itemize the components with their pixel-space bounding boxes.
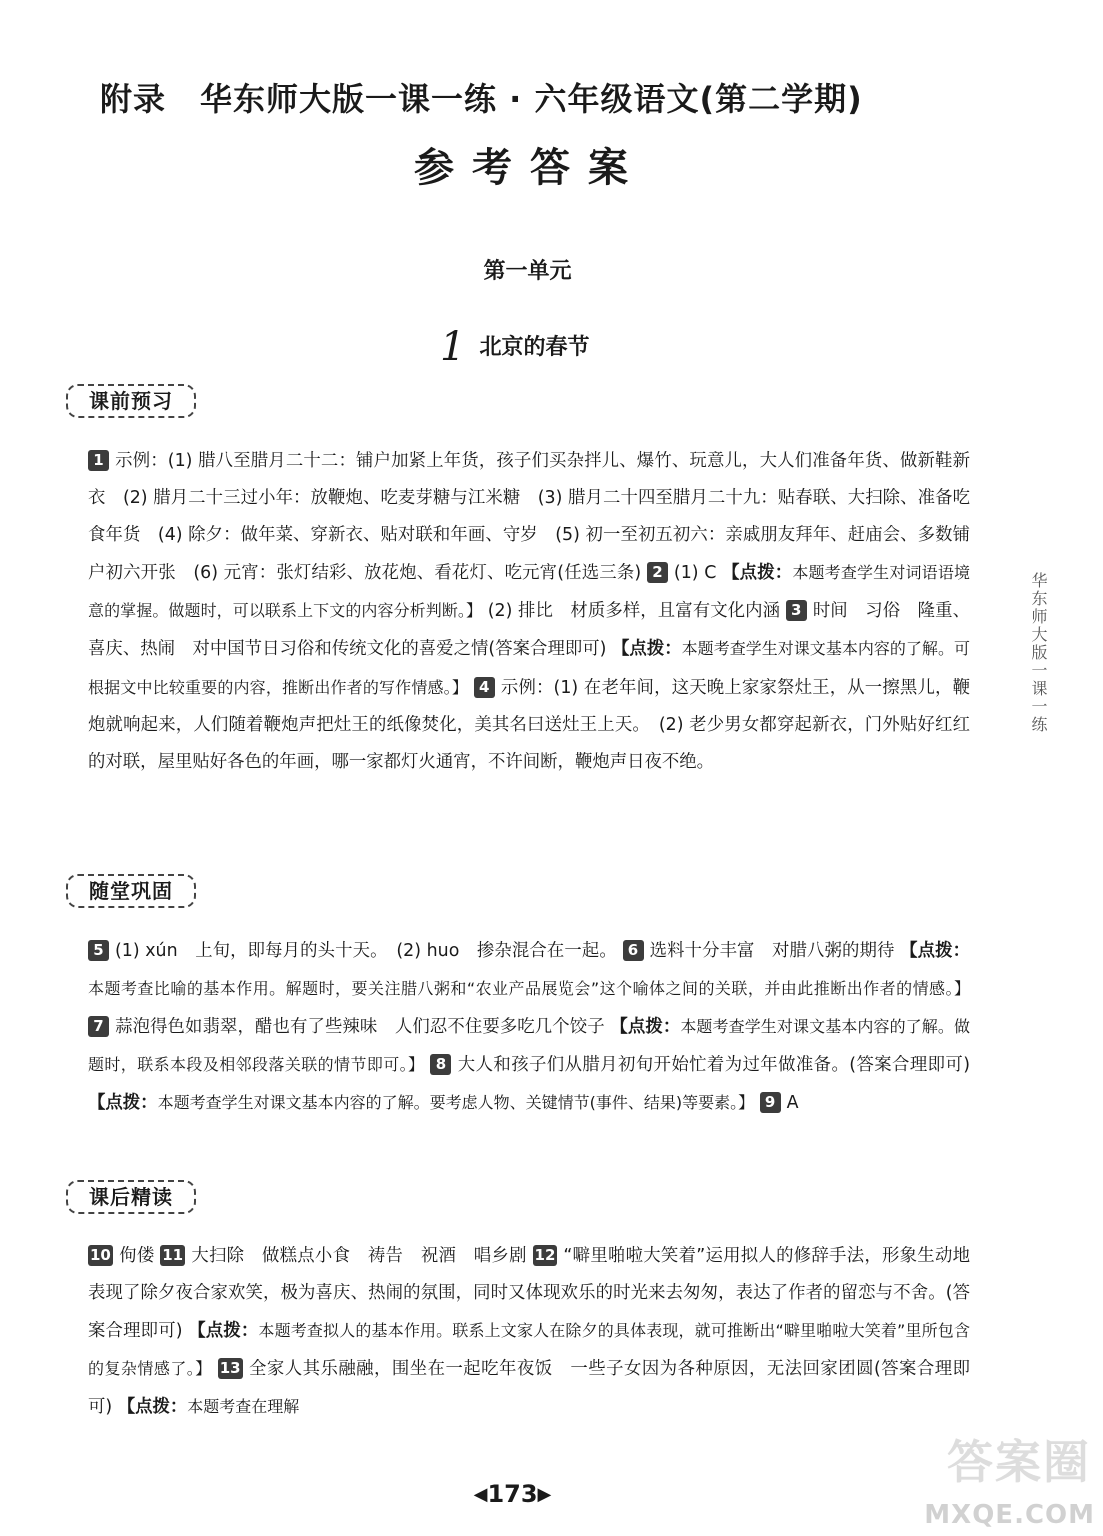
question-number: 13	[219, 1359, 241, 1378]
tip-label: 【点拨：	[900, 941, 970, 961]
answer-text: A	[786, 1093, 799, 1114]
lesson-number: 1	[440, 324, 466, 370]
tip-label: 【点拨：	[117, 1397, 188, 1418]
lesson-title	[440, 324, 589, 370]
answer-text: (1) C	[673, 563, 717, 584]
left-triangle-icon: ◀	[473, 1484, 488, 1505]
page-number-value: 173	[487, 1480, 538, 1508]
watermark	[923, 1426, 1103, 1536]
question-number: 6	[623, 940, 644, 961]
tip-text: 本题考查比喻的基本作用。解题时，要关注腊八粥和“农业产品展览会”这个喻体之间的关联，并由此推断出作者的情感。】	[88, 979, 970, 999]
tip-label: 【点拨：	[612, 639, 682, 660]
header-appendix: 附录	[100, 80, 167, 118]
answer-text: 蒜泡得色如翡翠，醋也有了些辣味 人们忍不住要多吃几个饺子	[115, 1017, 605, 1038]
right-triangle-icon: ▶	[537, 1484, 552, 1505]
answers-reading	[88, 1238, 970, 1426]
page-title: 参考答案	[414, 145, 646, 191]
question-number: 11	[162, 1246, 184, 1264]
tip-label: 【点拨：	[722, 563, 793, 584]
tip-label: 【点拨：	[188, 1321, 259, 1342]
answer-text: (2) 排比 材质多样，且富有文化内涵	[487, 601, 781, 622]
header-book-title: 华东师大版一课一练 · 六年级语文(第二学期)	[200, 80, 863, 118]
question-number: 9	[760, 1092, 781, 1113]
watermark-text: MXQE.COM	[924, 1500, 1095, 1530]
answers-preview	[88, 443, 970, 781]
tip-label: 【点拨：	[610, 1017, 681, 1038]
lesson-name: 北京的春节	[479, 335, 590, 360]
tip-text: 本题考查学生对课文基本内容的了解。要考虑人物、关键情节(事件、结果)等要素。】	[157, 1093, 755, 1113]
unit-title: 第一单元	[483, 259, 572, 284]
answer-text: (1) xún 上旬，即每月的头十天。 (2) huo 掺杂混合在一起。	[115, 941, 617, 961]
page-number	[0, 1480, 1025, 1508]
answers-practice	[88, 933, 970, 1122]
answer-text: 示例：(1) 腊八至腊月二十二：铺户加紧上年货，孩子们买杂拌儿、爆竹、玩意儿，大人们准备年货、做新鞋新衣 (2) 腊月二十三过小年：放鞭炮、吃麦芽糖与江米糖 (3) 腊月二十四至腊月二十九：贴春联、大扫除、准备吃食年货 (4) 除夕：做年菜、穿新衣、贴对联和年画、守岁 (5) 初一至初五初六：亲戚朋友拜年、赶庙会、多数铺户初六开张 (6) 元宵：张灯结彩、放花炮、看花灯、吃元宵(任选三条)	[88, 451, 970, 584]
answer-text: 时间 习俗 隆重、喜庆、热闹 对中国节日习俗和传统文化的喜爱之情(答案合理即可)	[88, 601, 971, 660]
question-number: 2	[647, 562, 668, 583]
question-number: 7	[88, 1016, 109, 1037]
tip-text: 本题考查学生对词语语境意的掌握。做题时，可以联系上下文的内容分析判断。】	[88, 563, 970, 621]
section-label-reading: 课后精读	[66, 1180, 196, 1214]
page-header	[100, 74, 1000, 118]
tip-text: 本题考查学生对课文基本内容的了解。可根据文中比较重要的内容，推断出作者的写作情感。】	[88, 639, 970, 697]
tip-label: 【点拨：	[88, 1093, 158, 1114]
tip-text: 本题考查拟人的基本作用。联系上文家人在除夕的具体表现，就可推断出“噼里啪啦大笑着”里所包含的复杂情感了。】	[88, 1321, 970, 1379]
answer-text: 示例：(1) 在老年间，这天晚上家家祭灶王，从一擦黑儿，鞭炮就响起来，人们随着鞭炮声把灶王的纸像焚化，美其名曰送灶王上天。 (2) 老少男女都穿起新衣，门外贴好红红的对联，屋里贴好各色的年画，哪一家都灯火通宵，不许间断，鞭炮声日夜不绝。	[88, 677, 970, 772]
question-number: 12	[534, 1246, 556, 1264]
answer-text: 大扫除 做糕点小食 祷告 祝酒 唱乡剧	[191, 1246, 527, 1266]
tip-text: 本题考查学生对课文基本内容的了解。做题时，联系本段及相邻段落关联的情节即可。】	[88, 1017, 970, 1075]
question-number: 4	[474, 677, 495, 698]
answer-text: 大人和孩子们从腊月初旬开始忙着为过年做准备。(答案合理即可)	[457, 1055, 970, 1076]
answer-text: 佝偻	[118, 1246, 155, 1266]
tip-text: 本题考查在理解	[187, 1397, 300, 1417]
section-label-preview: 课前预习	[66, 384, 196, 418]
question-number: 5	[88, 940, 109, 961]
answer-text: 全家人其乐融融，围坐在一起吃年夜饭 一些子女因为各种原因，无法回家团圆(答案合理即可)	[88, 1359, 970, 1418]
answer-text: 选料十分丰富 对腊八粥的期待	[649, 941, 895, 961]
side-book-title: 华东师大版一课一练	[1029, 572, 1048, 734]
question-number: 8	[430, 1054, 451, 1075]
question-number: 10	[90, 1246, 111, 1264]
question-number: 1	[88, 450, 109, 471]
answer-text: “噼里啪啦大笑着”运用拟人的修辞手法，形象生动地表现了除夕夜合家欢笑，极为喜庆、热闹的氛围，同时又体现欢乐的时光来去匆匆，表达了作者的留恋与不舍。(答案合理即可)	[88, 1246, 970, 1342]
watermark-logo: 答案圈	[947, 1435, 1091, 1489]
question-number: 3	[786, 600, 807, 621]
section-label-practice: 随堂巩固	[66, 874, 196, 908]
